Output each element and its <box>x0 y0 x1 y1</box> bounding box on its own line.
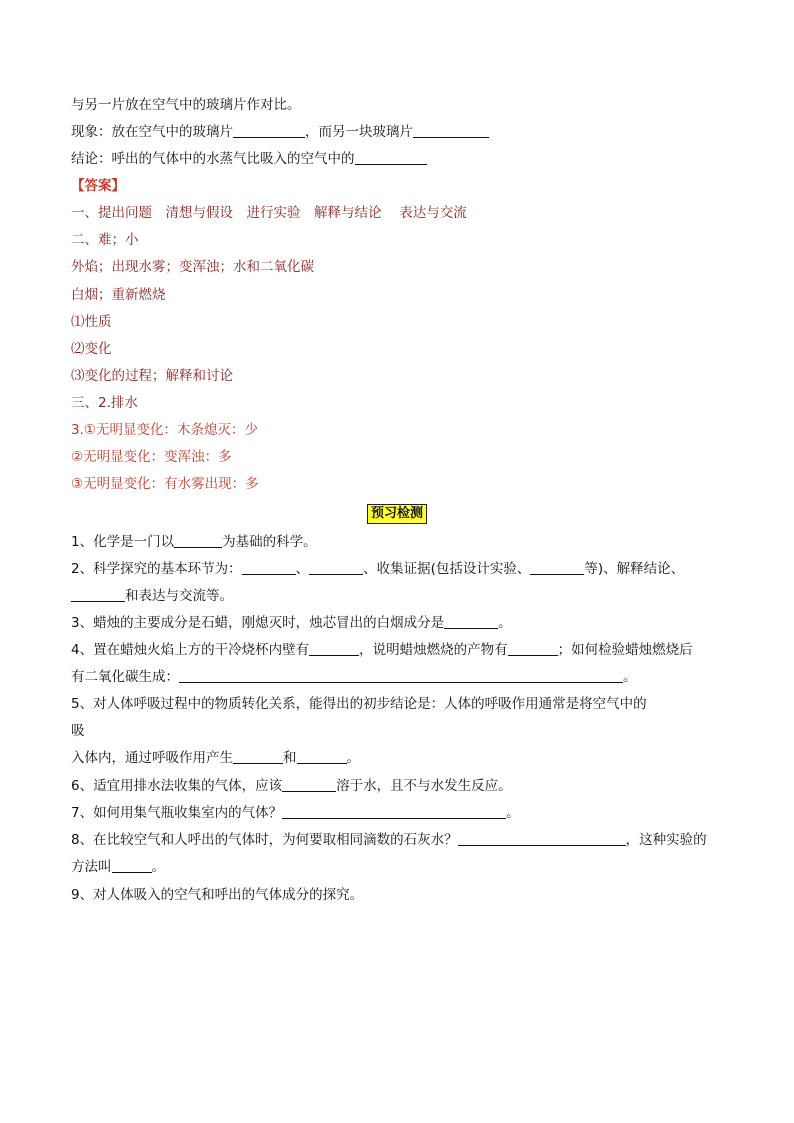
question-5 <box>71 695 647 713</box>
answer-blank[interactable] <box>179 668 623 683</box>
answer-line: 白烟；重新燃烧 <box>71 287 166 303</box>
answer-blank[interactable] <box>309 641 359 656</box>
answer-line: 3.①无明显变化：木条熄灭：少 <box>71 422 258 438</box>
question-text: ，说明蜡烛燃烧的产物有 <box>359 642 508 658</box>
answer-blank[interactable] <box>444 614 498 629</box>
intro-line-1 <box>71 96 301 114</box>
question-text: 和 <box>283 750 297 766</box>
question-7 <box>71 804 520 822</box>
answer-blank[interactable] <box>309 560 363 575</box>
question-text: 8、在比较空气和人呼出的气体时，为何要取相同滴数的石灰水？ <box>71 832 458 848</box>
question-2 <box>71 560 684 578</box>
intro-conclusion-line <box>71 150 427 168</box>
answer-blank[interactable] <box>242 560 296 575</box>
question-text: 。 <box>623 669 637 685</box>
question-2-cont <box>71 587 233 605</box>
question-3 <box>71 614 512 632</box>
intro-phenomenon-line <box>71 123 489 141</box>
question-6 <box>71 777 512 795</box>
question-text: 等)、解释结论、 <box>584 561 685 577</box>
answer-line: 一、提出问题 清想与假设 进行实验 解释与结论 表达与交流 <box>71 205 467 221</box>
question-text: ；如何检验蜡烛燃烧后 <box>557 642 693 658</box>
question-text: 吸 <box>71 723 85 739</box>
question-text: 。 <box>498 615 512 631</box>
question-text: 有二氧化碳生成： <box>71 669 179 685</box>
answer-blank[interactable] <box>71 587 125 602</box>
answer-blank[interactable] <box>174 533 222 548</box>
answer-blank[interactable] <box>530 560 584 575</box>
answer-header: 【答案】 <box>71 178 125 194</box>
question-text: 。 <box>151 859 165 875</box>
question-4 <box>71 641 693 659</box>
question-text: 、收集证据(包括设计实验、 <box>363 561 531 577</box>
answer-blank[interactable] <box>233 123 305 138</box>
phenomenon-text-2: ，而另一块玻璃片 <box>305 124 413 140</box>
question-text: 4、置在蜡烛火焰上方的干冷烧杯内壁有 <box>71 642 310 658</box>
question-5-cont-1 <box>71 722 85 740</box>
phenomenon-text: 现象：放在空气中的玻璃片 <box>71 124 233 140</box>
answer-line: 三、2.排水 <box>71 395 138 411</box>
conclusion-text: 结论：呼出的气体中的水蒸气比吸入的空气中的 <box>71 151 355 167</box>
question-text: 和表达与交流等。 <box>125 588 233 604</box>
answer-blank[interactable] <box>508 641 558 656</box>
question-text: 2、科学探究的基本环节为： <box>71 561 242 577</box>
question-text: 6、适宜用排水法收集的气体，应该 <box>71 778 283 794</box>
question-8 <box>71 831 707 849</box>
question-text: 5、对人体呼吸过程中的物质转化关系，能得出的初步结论是：人体的呼吸作用通常是将空气中的 <box>71 696 647 712</box>
answer-line: ⑴性质 <box>71 314 112 330</box>
question-text: 3、蜡烛的主要成分是石蜡，刚熄灭时，烛芯冒出的白烟成分是 <box>71 615 445 631</box>
answer-blank[interactable] <box>282 804 506 819</box>
answer-blank[interactable] <box>233 749 283 764</box>
question-text: 溶于水，且不与水发生反应。 <box>336 778 512 794</box>
question-text: 7、如何用集气瓶收集室内的气体？ <box>71 805 283 821</box>
answer-line: 外焰；出现水雾；变浑浊；水和二氧化碳 <box>71 259 314 275</box>
question-text: ，这种实验的 <box>625 832 707 848</box>
question-text: 为基础的科学。 <box>222 534 317 550</box>
answer-blank[interactable] <box>413 123 489 138</box>
question-9 <box>71 886 363 904</box>
question-8-cont <box>71 858 165 876</box>
question-text: 9、对人体吸入的空气和呼出的气体成分的探究。 <box>71 887 364 903</box>
answer-blank[interactable] <box>355 150 427 165</box>
question-text: 入体内，通过呼吸作用产生 <box>71 750 233 766</box>
answer-line: ③无明显变化：有水雾出现：多 <box>71 476 259 492</box>
question-1 <box>71 533 317 551</box>
question-text: 1、化学是一门以 <box>71 534 175 550</box>
answer-line: ⑶变化的过程；解释和讨论 <box>71 368 233 384</box>
question-5-cont-2 <box>71 749 360 767</box>
answer-blank[interactable] <box>112 858 152 873</box>
section-title-badge: 预习检测 <box>367 504 427 524</box>
question-text: 方法叫 <box>71 859 112 875</box>
answer-blank[interactable] <box>297 749 347 764</box>
answer-blank[interactable] <box>282 777 336 792</box>
answer-line: ⑵变化 <box>71 341 112 357</box>
question-text: 。 <box>506 805 520 821</box>
question-text: 、 <box>295 561 310 577</box>
intro-text: 与另一片放在空气中的玻璃片作对比。 <box>71 97 301 113</box>
answer-blank[interactable] <box>458 831 626 846</box>
question-text: 。 <box>346 750 360 766</box>
answer-line: 二、难；小 <box>71 232 139 248</box>
answer-line: ②无明显变化：变浑浊：多 <box>71 449 232 465</box>
question-4-cont <box>71 668 637 686</box>
